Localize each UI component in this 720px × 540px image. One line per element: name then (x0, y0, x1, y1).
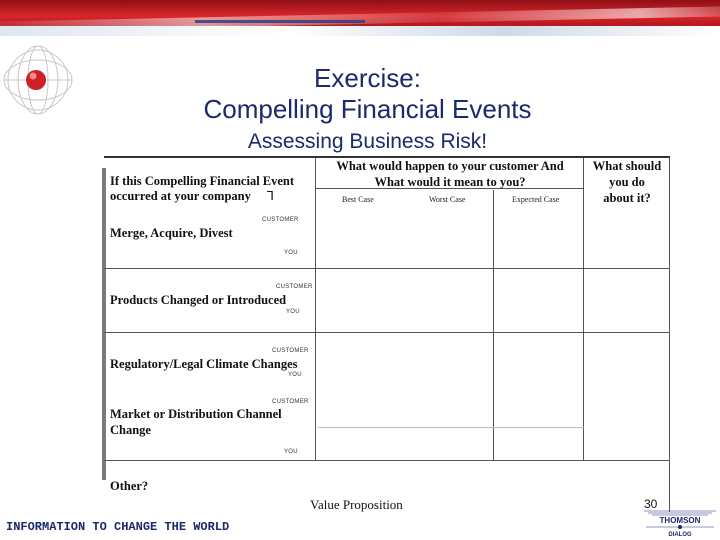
row-header-line1: If this Compelling Financial Event (110, 174, 295, 188)
you-tag: YOU (288, 372, 302, 378)
col-header-action-line2: you do (609, 175, 645, 189)
you-tag: YOU (286, 309, 300, 315)
row-header-line2: occurred at your company (110, 189, 251, 203)
customer-tag: CUSTOMER (272, 348, 309, 354)
col-header-action-line1: What should (592, 159, 662, 173)
thomson-dialog-logo-icon (642, 509, 718, 539)
footer-tagline: INFORMATION TO CHANGE THE WORLD (6, 520, 230, 534)
brand-name: THOMSON (659, 516, 701, 525)
table-divider (104, 332, 670, 333)
row-header-symbol: ⅂ (267, 189, 274, 203)
table-divider (315, 158, 316, 460)
table-divider (104, 268, 670, 269)
table-divider (318, 427, 584, 428)
slide-subtitle: Assessing Business Risk! (247, 130, 488, 153)
row-label-other: Other? (110, 479, 149, 493)
brand-sub: DIALOG (668, 532, 692, 538)
table-divider (493, 190, 494, 460)
table-shadow (102, 168, 106, 480)
slide-title: Exercise: (314, 63, 421, 93)
sub-header-expected: Expected Case (512, 195, 560, 204)
sub-header-best: Best Case (342, 195, 374, 204)
banner-bar (195, 20, 365, 23)
col-header-action-line3: about it? (603, 191, 651, 205)
row-label-products: Products Changed or Introduced (110, 293, 287, 307)
slide-title: Compelling Financial Events (203, 94, 532, 124)
row-label-market: Market or Distribution Channel (110, 407, 282, 421)
page-number: 30 (644, 497, 658, 511)
row-label-market: Change (110, 423, 151, 437)
table-divider (669, 158, 670, 512)
customer-tag: CUSTOMER (276, 284, 313, 290)
footer-center-text: Value Proposition (310, 497, 403, 512)
col-header-main-line1: What would happen to your customer And (336, 159, 564, 173)
row-label-regulatory: Regulatory/Legal Climate Changes (110, 357, 298, 371)
risk-worksheet-table (104, 156, 670, 512)
customer-tag: CUSTOMER (262, 217, 299, 223)
row-label-merge: Merge, Acquire, Divest (110, 226, 233, 240)
you-tag: YOU (284, 250, 298, 256)
top-banner (0, 0, 720, 36)
banner-streak (0, 26, 720, 36)
sub-header-worst: Worst Case (429, 195, 466, 204)
you-tag: YOU (284, 449, 298, 455)
customer-tag: CUSTOMER (272, 399, 309, 405)
col-header-main-line2: What would it mean to you? (374, 175, 526, 189)
table-divider (104, 460, 670, 461)
